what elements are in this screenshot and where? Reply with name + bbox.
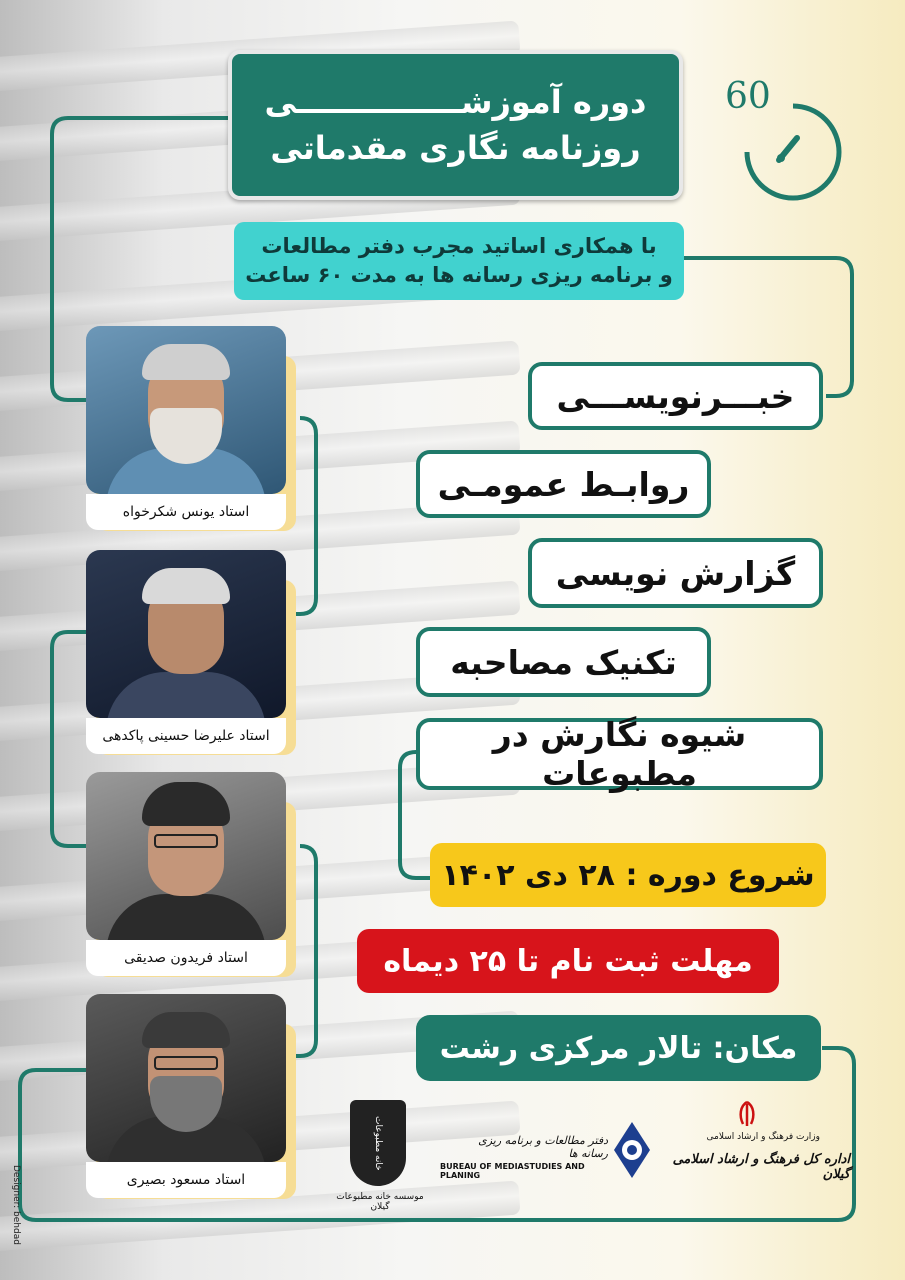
bureau-name-fa: دفتر مطالعات و برنامه ریزی رسانه ها (478, 1134, 608, 1160)
press-house-logo (350, 1100, 406, 1186)
teacher-card (86, 550, 296, 760)
bureau-name-en: BUREAU OF MEDIASTUDIES AND PLANING (440, 1162, 585, 1180)
topic-news-writing: خبـــرنویســـی (528, 362, 823, 430)
subtitle-box (234, 222, 684, 300)
sixty-hours-clock-icon (723, 70, 845, 210)
course-title-box (228, 50, 683, 200)
start-date-badge: شروع دوره : ۲۸ دی ۱۴۰۲ (430, 843, 826, 907)
teacher-name: استاد یونس شکرخواه (86, 494, 286, 530)
topic-interview-technique: تکنیک مصاحبه (416, 627, 711, 697)
teacher-photo (86, 994, 286, 1162)
sponsor-logos (330, 1100, 850, 1210)
course-title-line2: روزنامه نگاری مقدماتی (270, 129, 641, 167)
teacher-card (86, 772, 296, 982)
designer-credit (8, 1165, 21, 1248)
designer-credit-text: Designer: behdad (11, 1165, 21, 1245)
teacher-name: استاد مسعود بصیری (86, 1162, 286, 1198)
topic-report-writing: گزارش نویسی (528, 538, 823, 608)
teacher-photo (86, 772, 286, 940)
topic-press-writing-style: شیوه نگارش در مطبوعات (416, 718, 823, 790)
venue-badge: مکان: تالار مرکزی رشت (416, 1015, 821, 1081)
teacher-card (86, 994, 296, 1204)
provincial-office-name: اداره کل فرهنگ و ارشاد اسلامی گیلان (672, 1152, 850, 1182)
subtitle-line1: با همکاری اساتید مجرب دفتر مطالعات (261, 233, 657, 258)
course-title-line1: دوره آموزشـــــــــــــــی (264, 82, 647, 121)
subtitle-line2: و برنامه ریزی رسانه ها به مدت ۶۰ ساعت (245, 263, 673, 287)
teacher-name: استاد فریدون صدیقی (86, 940, 286, 976)
topic-public-relations: روابـط عمومـی (416, 450, 711, 518)
iran-emblem-icon (735, 1100, 759, 1128)
press-house-name: موسسه خانه مطبوعات گیلان (336, 1192, 424, 1212)
teacher-card (86, 326, 296, 536)
ministry-name: وزارت فرهنگ و ارشاد اسلامی (706, 1132, 820, 1142)
teacher-name: استاد علیرضا حسینی پاکدهی (86, 718, 286, 754)
clock-number: 60 (725, 76, 771, 117)
bureau-logo-icon (612, 1120, 652, 1180)
press-house-logo-text: خانه مطبوعات (373, 1115, 383, 1171)
teacher-photo (86, 550, 286, 718)
registration-deadline-badge: مهلت ثبت نام تا ۲۵ دیماه (357, 929, 779, 993)
teacher-photo (86, 326, 286, 494)
